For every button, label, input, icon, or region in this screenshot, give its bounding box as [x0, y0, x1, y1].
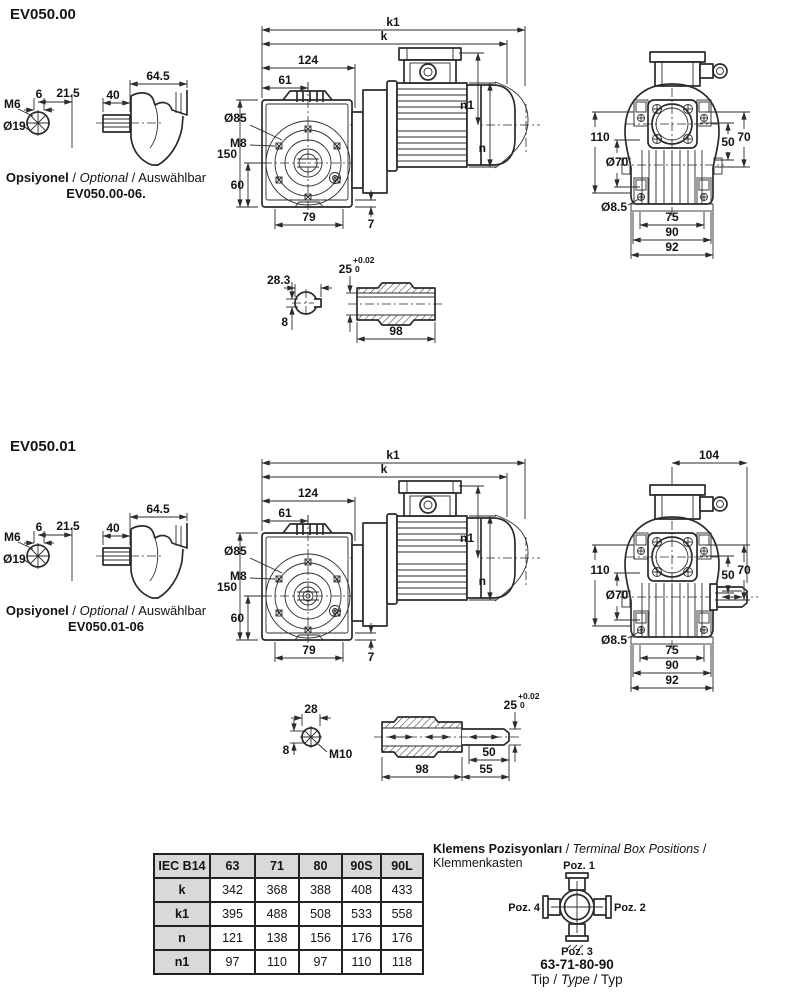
dim-dia19-label: Ø19: [3, 119, 26, 133]
dim-61-label: 61: [278, 506, 292, 520]
row-label: k1: [154, 902, 210, 926]
cell: 488: [255, 902, 299, 926]
type-en: Type: [560, 972, 590, 987]
dim-28-label: 28: [304, 702, 318, 716]
dim-75-label: 75: [665, 643, 679, 657]
poz-3-label: Poz. 3: [561, 946, 593, 958]
cell: 395: [210, 902, 255, 926]
dim-dia85-label: Ø85: [224, 544, 247, 558]
dim-k-label: k: [380, 29, 388, 43]
optional-front-view: [18, 94, 72, 148]
caption-en: Optional: [79, 603, 129, 618]
dim-n-label: n: [478, 574, 486, 588]
cell: 533: [342, 902, 381, 926]
dim-60-label: 60: [230, 178, 244, 192]
dim-98-label: 98: [415, 762, 429, 776]
dim-m6-label: M6: [4, 530, 21, 544]
dim-dia70-label: Ø70: [605, 588, 629, 602]
poz-2-label: Poz. 2: [614, 902, 646, 914]
type-size-range: 63-71-80-90: [540, 957, 614, 972]
cell: 156: [299, 926, 342, 950]
dim-150-label: 150: [216, 580, 237, 594]
heading-tr: Klemens Pozisyonları: [433, 842, 563, 856]
dim-98-label: 98: [389, 324, 403, 338]
side-view-drawing-ev05000: [200, 12, 555, 242]
terminal-type-block: [502, 957, 652, 987]
dim-40-label: 40: [106, 521, 120, 535]
dim-7-label: 7: [367, 650, 375, 664]
optional-front-view: [18, 527, 72, 581]
type-tr: Tip: [531, 972, 550, 987]
dim-40-label: 40: [106, 88, 120, 102]
dim-n-label: n: [478, 141, 486, 155]
terminal-cross: [543, 873, 611, 949]
shaft-cross-section: [284, 282, 332, 330]
optional-caption-ev05001: Opsiyonel / Optional / Auswählbar EV050.01-06: [0, 603, 212, 635]
dim-m8-label: M8: [230, 136, 247, 150]
motor-side-view: [350, 481, 540, 626]
dim-m6-label: M6: [4, 97, 21, 111]
dim-70-label: 70: [737, 130, 751, 144]
rear-body: [620, 52, 727, 220]
dim-92-label: 92: [665, 240, 679, 254]
dim-dia70-label: Ø70: [605, 155, 629, 169]
dim-m8-label: M8: [230, 569, 247, 583]
dim-k1-label: k1: [386, 15, 400, 29]
cell: 368: [255, 878, 299, 902]
dim-tol-hi-label: +0.02: [518, 691, 540, 701]
caption-tr: Opsiyonel: [5, 603, 69, 618]
table-row-k: [154, 878, 423, 902]
table-header-iec: IEC B14: [154, 854, 210, 878]
optional-shaft-drawing-ev05000: [0, 68, 200, 168]
optional-caption-ev05000: Opsiyonel / Optional / Auswählbar EV050.00-06.: [0, 170, 212, 202]
table-row-k1: [154, 902, 423, 926]
output-shaft-detail-ev05001: [268, 682, 553, 792]
dim-55-label: 55: [479, 762, 493, 776]
row-label: n1: [154, 950, 210, 974]
cell: 388: [299, 878, 342, 902]
poz-1-label: Poz. 1: [563, 860, 595, 872]
cell: 558: [381, 902, 423, 926]
dim-key8-label: 8: [282, 743, 290, 757]
dim-21-5-label: 21.5: [56, 86, 80, 100]
dim-k1-label: k1: [386, 448, 400, 462]
cell: 97: [299, 950, 342, 974]
dim-50-label: 50: [721, 568, 735, 582]
dim-50-label: 50: [721, 135, 735, 149]
dim-64-5-label: 64.5: [146, 69, 170, 83]
dim-n1-label: n1: [459, 531, 474, 545]
rear-view-drawing-ev05001: [584, 443, 792, 693]
dim-key8-label: 8: [281, 315, 288, 329]
table-header-row: [154, 854, 423, 878]
caption-de: Auswählbar: [138, 170, 207, 185]
dim-124-label: 124: [297, 486, 319, 500]
table-row-n: [154, 926, 423, 950]
optional-model: EV050.01-06: [68, 619, 144, 634]
dim-m10-label: M10: [329, 747, 353, 761]
dim-dia8-5-label: Ø8.5: [600, 633, 628, 647]
dim-110-label: 110: [590, 563, 610, 577]
dim-61-label: 61: [278, 73, 292, 87]
poz-4-label: Poz. 4: [508, 902, 540, 914]
dim-110-label: 110: [590, 130, 610, 144]
cell: 176: [342, 926, 381, 950]
dim-6-label: 6: [35, 520, 43, 534]
motor-side-view: [350, 48, 540, 193]
dim-bore25-label: 25: [338, 262, 352, 276]
table-header-90l: 90L: [381, 854, 423, 878]
dim-6-label: 6: [35, 87, 43, 101]
dim-7-label: 7: [367, 217, 375, 231]
cell: 118: [381, 950, 423, 974]
hollow-shaft-detail-ev05000: [248, 252, 468, 352]
cell: 408: [342, 878, 381, 902]
dim-k-label: k: [380, 462, 388, 476]
cell: 176: [381, 926, 423, 950]
dim-150-label: 150: [216, 147, 237, 161]
dim-dia8-5-label: Ø8.5: [600, 200, 628, 214]
dim-92-label: 92: [665, 673, 679, 687]
caption-en: Optional: [79, 170, 129, 185]
dim-70-label: 70: [737, 563, 751, 577]
table-header-71: 71: [255, 854, 299, 878]
caption-de: Auswählbar: [138, 603, 207, 618]
table-header-90s: 90S: [342, 854, 381, 878]
dim-90-label: 90: [665, 658, 679, 672]
side-view-drawing-ev05001: [200, 445, 555, 675]
dim-79-label: 79: [302, 643, 316, 657]
section-title-ev05001: EV050.01: [10, 438, 76, 455]
dim-dia85-label: Ø85: [224, 111, 247, 125]
heading-en: Terminal Box Positions: [572, 842, 700, 856]
optional-shaft-drawing-ev05001: [0, 501, 200, 601]
table-header-63: 63: [210, 854, 255, 878]
row-label: n: [154, 926, 210, 950]
cell: 508: [299, 902, 342, 926]
dim-64-5-label: 64.5: [146, 502, 170, 516]
cell: 110: [342, 950, 381, 974]
cell: 110: [255, 950, 299, 974]
cell: 342: [210, 878, 255, 902]
cell: 121: [210, 926, 255, 950]
table-row-n1: [154, 950, 423, 974]
dim-90-label: 90: [665, 225, 679, 239]
dim-tol-lo-label: 0: [520, 700, 525, 710]
optional-model: EV050.00-06.: [66, 186, 146, 201]
dim-dia19-label: Ø19: [3, 552, 26, 566]
shaft-cross-section: [290, 714, 331, 755]
type-caption: Tip / Type / Typ: [531, 972, 623, 987]
dim-75-label: 75: [665, 210, 679, 224]
cell: 433: [381, 878, 423, 902]
dim-21-5-label: 21.5: [56, 519, 80, 533]
heading-de: Klemmenkasten: [433, 856, 523, 870]
dim-28-3-label: 28.3: [267, 273, 291, 287]
shaft-section: [374, 712, 521, 781]
dim-n1-label: n1: [459, 98, 474, 112]
type-de: Typ: [600, 972, 623, 987]
dim-60-label: 60: [230, 611, 244, 625]
dim-50-label: 50: [482, 745, 496, 759]
cell: 97: [210, 950, 255, 974]
dim-104-label: 104: [698, 448, 720, 462]
dim-bore25-label: 25: [503, 698, 517, 712]
caption-tr: Opsiyonel: [5, 170, 69, 185]
iec-dimension-table: [153, 853, 424, 975]
cell: 138: [255, 926, 299, 950]
section-title-ev05000: EV050.00: [10, 6, 76, 23]
dim-tol-hi-label: +0.02: [353, 255, 375, 265]
table-header-80: 80: [299, 854, 342, 878]
rear-view-drawing-ev05000: [584, 28, 792, 263]
dim-79-label: 79: [302, 210, 316, 224]
row-label: k: [154, 878, 210, 902]
terminal-positions-diagram: [502, 855, 652, 959]
dim-124-label: 124: [297, 53, 319, 67]
terminal-box-heading: Klemens Pozisyonları / Terminal Box Positions / Klemmenkasten: [433, 842, 707, 870]
dim-tol-lo-label: 0: [355, 264, 360, 274]
